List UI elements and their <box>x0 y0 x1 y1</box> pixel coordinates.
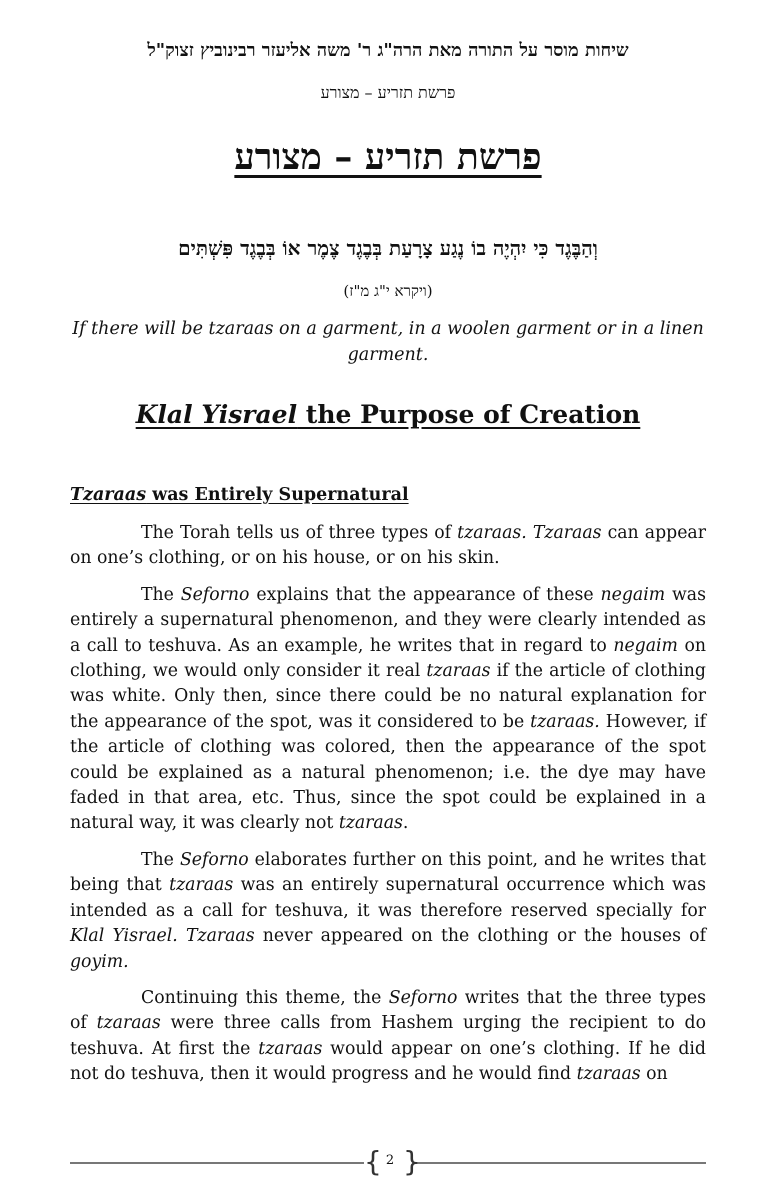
italic-term: negaim <box>600 584 666 605</box>
text-run: can appear on one’s clothing, or on his house, or on his skin. <box>70 523 706 569</box>
text-run: . <box>402 813 409 834</box>
parsha-title: פרשת תזריע – מצורע <box>234 136 542 178</box>
section-title-italic: Klal Yisrael <box>135 400 298 429</box>
paragraph <box>70 848 706 975</box>
text-run: Continuing this theme, the <box>141 987 389 1008</box>
italic-term: negaim <box>613 635 678 656</box>
text-run: on clothing, we would only consider it real <box>70 635 706 682</box>
text-run: was an entirely supernatural occurrence which was intended as a call for teshuva, it was therefore reserved specially for <box>70 875 706 921</box>
running-header-parsha: פרשת תזריע – מצורע <box>320 83 456 102</box>
italic-term: Seforno <box>179 849 249 870</box>
paragraph <box>70 583 706 837</box>
text-run: if the article of clothing was white. Only then, since there could be no natural explanation for the appearance of the spot, was it considered to be <box>70 661 706 732</box>
footer-bracket-left: { <box>364 1145 382 1178</box>
italic-term: tzaraas. Tzaraas <box>457 523 602 543</box>
section-title-rest: the Purpose of Creation <box>297 400 641 429</box>
footer-rule-right <box>412 1162 706 1164</box>
italic-term: Klal Yisrael. Tzaraas <box>70 926 255 947</box>
italic-term: Seforno <box>180 584 250 605</box>
footer-bracket-right: } <box>403 1145 421 1178</box>
subsection-title-italic: Tzaraas <box>70 485 147 505</box>
subsection-title-rest: was Entirely Supernatural <box>146 485 409 505</box>
italic-term: tzaraas <box>258 1038 323 1059</box>
body-text <box>70 521 706 1099</box>
italic-term: tzaraas <box>576 1064 641 1085</box>
text-run: was entirely a supernatural phenomenon, and they were clearly intended as a call to teshuva. As an example, he writes that in regard to <box>70 584 706 656</box>
italic-term: tzaraas. <box>530 711 600 732</box>
italic-term: goyim. <box>70 951 129 972</box>
footer-rule-left <box>70 1162 364 1164</box>
paragraph <box>70 986 706 1088</box>
section-title <box>60 400 716 429</box>
text-run: elaborates further on this point, and he writes that being that <box>70 849 706 896</box>
text-run: The <box>141 849 180 870</box>
verse-source: (ויקרא י"ג מ"ז) <box>343 282 433 300</box>
text-run: on <box>640 1064 668 1085</box>
text-run: The Torah tells us of three types of <box>141 523 458 543</box>
text-run: were three calls from Hashem urging the recipient to do teshuva. At first the <box>70 1013 706 1059</box>
text-run: explains that the appearance of these <box>249 584 601 605</box>
text-run: However, if the article of clothing was colored, then the appearance of the spot could be explained as a natural phenomenon; i.e. the dye may have faded in that area, etc. Thus, since the spot could be explained in a natural way, it was clearly not <box>70 711 707 834</box>
running-header-title: שיחות מוסר על התורה מאת הרה"ג ר' משה אליעזר רבינוביץ זצוק"ל <box>147 40 629 61</box>
subsection-title <box>70 485 409 505</box>
text-run: never appeared on the clothing or the houses of <box>254 926 706 947</box>
verse-hebrew: וְהַבֶּגֶד כִּי יִהְיֶה בוֹ נֶגַע צָרָעַת בְּבֶגֶד צֶמֶר אוֹ בְּבֶגֶד פִּשְׁתִּים <box>178 236 598 260</box>
italic-term: tzaraas <box>169 875 234 896</box>
text-run: writes that the three types of <box>70 987 706 1034</box>
italic-term: tzaraas <box>338 813 403 834</box>
italic-term: Seforno <box>388 987 458 1008</box>
italic-term: tzaraas <box>426 661 491 682</box>
italic-term: tzaraas <box>96 1013 161 1034</box>
text-run: would appear on one’s clothing. If he did not do teshuva, then it would progress and he would find <box>70 1038 706 1085</box>
verse-translation: If there will be tzaraas on a garment, in a woolen garment or in a linen garment. <box>72 319 704 365</box>
page-number: 2 <box>385 1153 395 1168</box>
text-run: The <box>141 584 181 605</box>
paragraph <box>70 521 706 572</box>
